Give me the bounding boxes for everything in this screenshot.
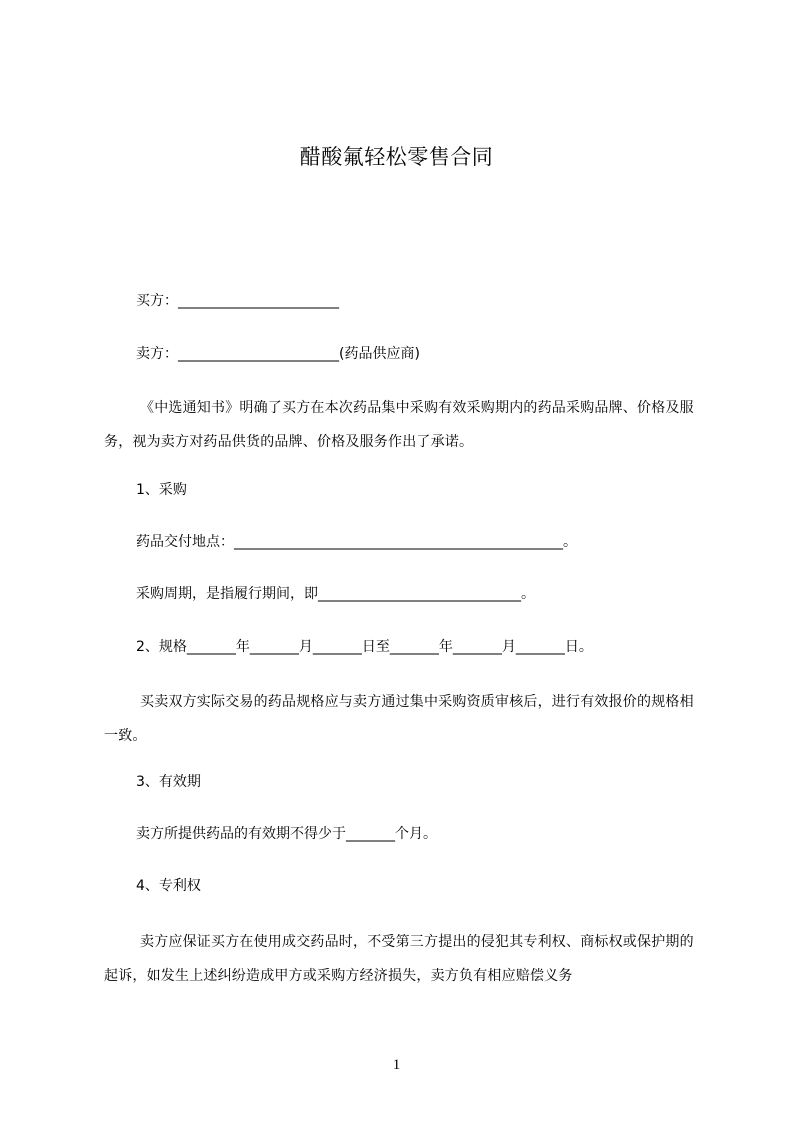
page-number: 1 — [392, 1057, 401, 1073]
document-title: 醋酸氟轻松零售合同 — [299, 145, 494, 169]
section-3-heading: 3、有效期 — [136, 774, 201, 790]
section-2-heading: 2、规格_______年_______月_______日至_______年_______月_______日。 — [136, 639, 593, 655]
buyer-line: 买方：_______________________ — [136, 293, 339, 309]
section-4-heading: 4、专利权 — [136, 878, 201, 894]
seller-line: 卖方：_______________________(药品供应商) — [136, 346, 420, 362]
purchase-period-line: 采购周期，是指履行期间，即_____________________________。 — [136, 586, 535, 602]
validity-line: 卖方所提供药品的有效期不得少于_______个月。 — [136, 826, 437, 842]
section-1-heading: 1、采购 — [136, 482, 187, 498]
patent-paragraph: 卖方应保证买方在使用成交药品时，不受第三方提出的侵犯其专利权、商标权或保护期的起诉，如发生上述纠纷造成甲方或采购方经济损失，卖方负有相应赔偿义务 — [104, 934, 694, 984]
delivery-location-line: 药品交付地点：_______________________________________________。 — [136, 534, 577, 550]
spec-paragraph: 买卖双方实际交易的药品规格应与卖方通过集中采购资质审核后，进行有效报价的规格相一致。 — [104, 694, 694, 744]
intro-paragraph: 《中选通知书》明确了买方在本次药品集中采购有效采购期内的药品采购品牌、价格及服务，视为卖方对药品供货的品牌、价格及服务作出了承诺。 — [104, 400, 694, 450]
